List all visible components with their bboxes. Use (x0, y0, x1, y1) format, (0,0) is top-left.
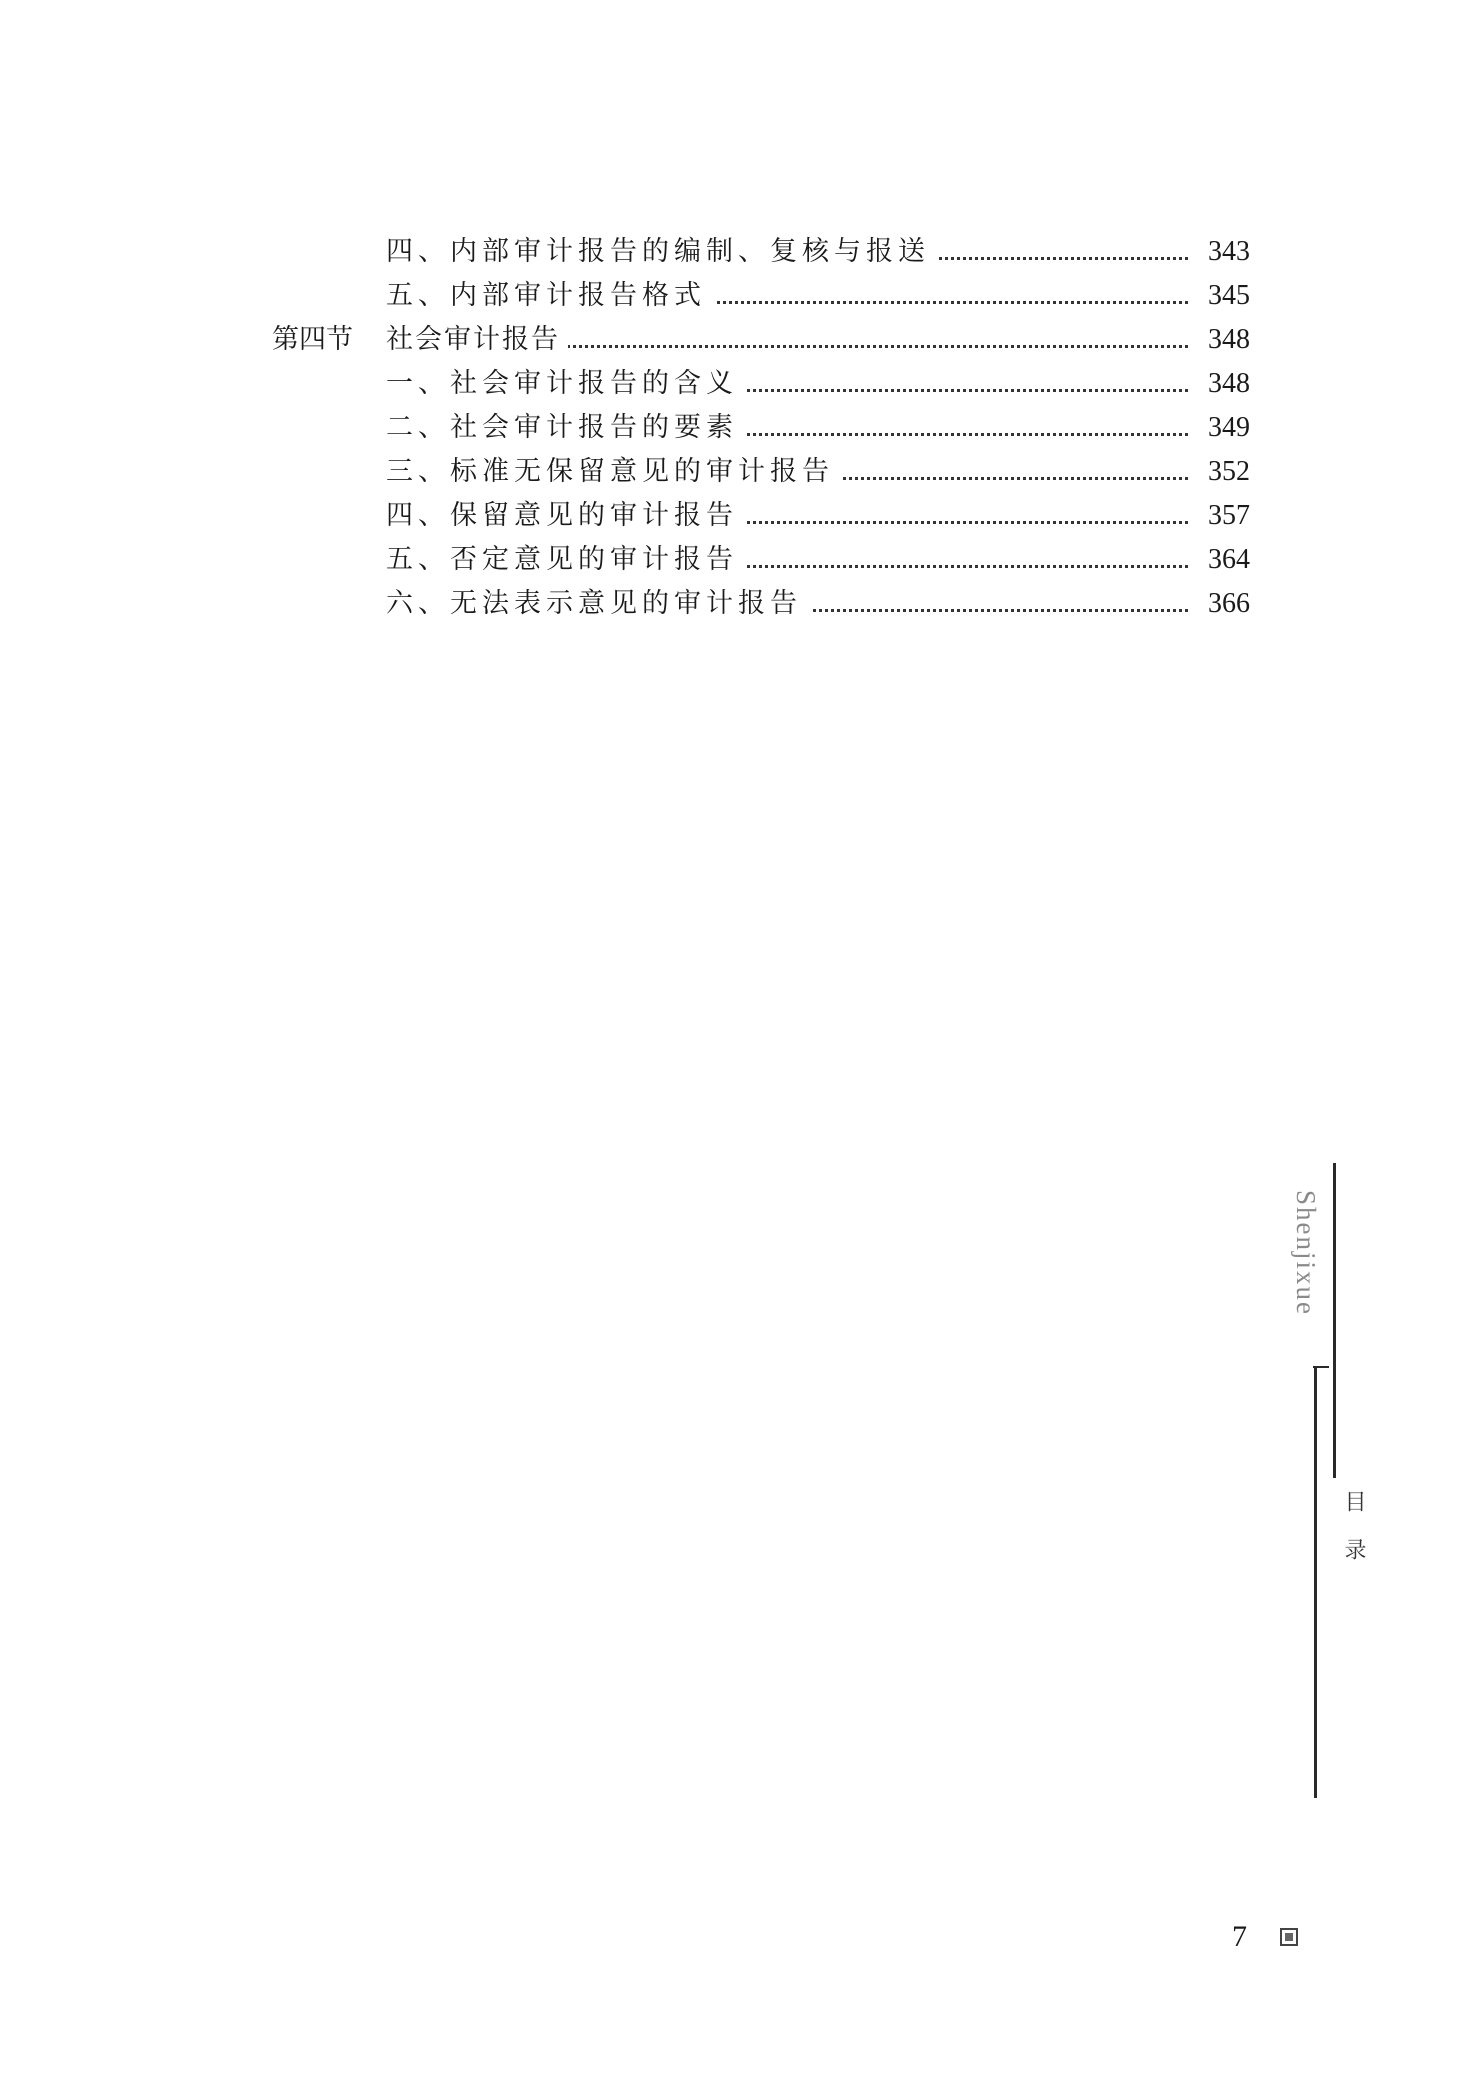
toc-section-label: 第四节 (272, 324, 353, 355)
toc-entry (0, 538, 1481, 582)
toc-entry (0, 274, 1481, 318)
toc-entry-title: 四、保留意见的审计报告 (386, 494, 746, 538)
side-rule-lower (1314, 1366, 1317, 1798)
toc-page-number: 349 (1208, 412, 1250, 443)
toc-entry (0, 582, 1481, 626)
chapter-tab-label: 目录 (1341, 1490, 1366, 1586)
toc-page-number: 364 (1208, 544, 1250, 575)
toc-entry-title: 二、社会审计报告的要素 (386, 406, 746, 450)
toc-entry-title: 三、标准无保留意见的审计报告 (386, 450, 842, 494)
table-of-contents (0, 0, 1481, 700)
toc-entry-title: 五、否定意见的审计报告 (386, 538, 746, 582)
toc-entry (0, 362, 1481, 406)
side-rule-upper (1333, 1163, 1336, 1478)
toc-page-number: 348 (1208, 324, 1250, 355)
toc-section-entry (0, 318, 1481, 362)
toc-entry (0, 494, 1481, 538)
toc-entry-title: 四、内部审计报告的编制、复核与报送 (386, 230, 938, 274)
toc-entry (0, 450, 1481, 494)
toc-entry-title: 社会审计报告 (386, 318, 568, 362)
running-head: Shenjixue (1291, 1190, 1321, 1316)
toc-page-number: 366 (1208, 588, 1250, 619)
toc-page-number: 357 (1208, 500, 1250, 531)
page-corner-icon (1280, 1928, 1298, 1946)
toc-page-number: 345 (1208, 280, 1250, 311)
toc-entry-title: 六、无法表示意见的审计报告 (386, 582, 810, 626)
toc-entry (0, 406, 1481, 450)
toc-page-number: 348 (1208, 368, 1250, 399)
page-number: 7 (1232, 1920, 1247, 1953)
toc-entry-title: 一、社会审计报告的含义 (386, 362, 746, 406)
toc-entry (0, 230, 1481, 274)
toc-page-number: 352 (1208, 456, 1250, 487)
toc-page-number: 343 (1208, 236, 1250, 267)
toc-entry-title: 五、内部审计报告格式 (386, 274, 714, 318)
page-corner-icon-fill (1285, 1933, 1293, 1941)
